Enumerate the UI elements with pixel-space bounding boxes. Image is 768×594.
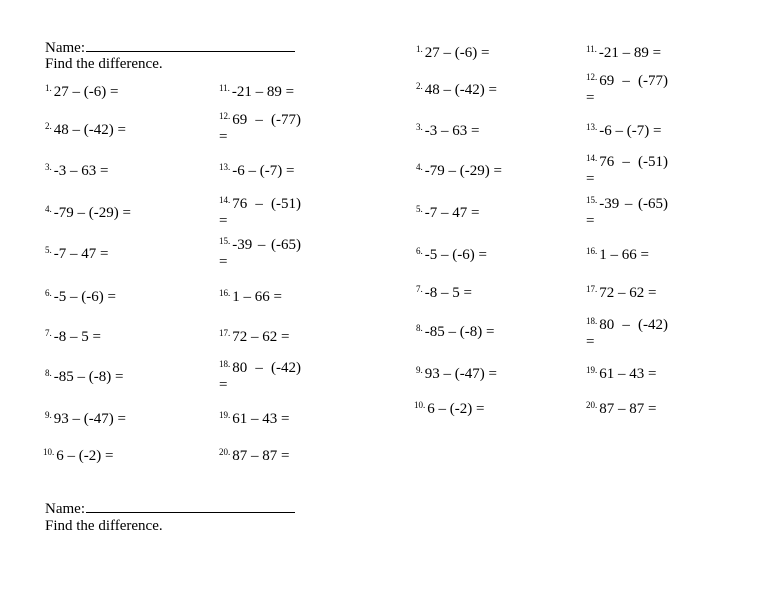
problem-item [416, 159, 576, 180]
problem-item [416, 78, 576, 99]
problem-item [45, 325, 205, 346]
problem-expression: 6 – (-2) = [56, 448, 114, 464]
name-field [45, 37, 295, 57]
problem-item [45, 159, 205, 180]
problem-expression: 80 – (-42) = [586, 317, 668, 350]
name-label: Name: [45, 40, 85, 56]
problem-item [43, 444, 203, 465]
problem-expression: 61 – 43 = [232, 411, 290, 427]
problem-number: 17. [586, 284, 598, 294]
name-blank-line [86, 37, 295, 52]
problem-item [416, 201, 576, 222]
instruction-text: Find the difference. [45, 56, 163, 72]
problem-number: 20. [219, 447, 231, 457]
problem-expression: 69 – (-77) = [219, 112, 301, 145]
problem-item [586, 69, 668, 107]
problem-number: 18. [219, 359, 231, 369]
problem-number: 11. [586, 44, 597, 54]
name-field-2 [45, 498, 295, 518]
problem-item [219, 159, 301, 180]
problem-expression: 6 – (-2) = [427, 401, 485, 417]
problem-item [586, 281, 668, 302]
problem-expression: -5 – (-6) = [424, 247, 487, 263]
problem-item [219, 444, 301, 465]
problem-number: 16. [219, 288, 231, 298]
problem-expression: -3 – 63 = [424, 123, 480, 139]
problem-number: 17. [219, 328, 231, 338]
problem-number: 19. [586, 365, 598, 375]
problem-expression: 76 – (-51) = [586, 154, 668, 187]
problem-number: 6. [45, 288, 52, 298]
problem-expression: 27 – (-6) = [53, 84, 119, 100]
problem-expression: -7 – 47 = [53, 246, 109, 262]
problem-expression: -6 – (-7) = [232, 163, 295, 179]
problem-item [45, 365, 205, 386]
problem-number: 2. [416, 81, 423, 91]
problem-number: 3. [416, 122, 423, 132]
problem-expression: 1 – 66 = [232, 289, 282, 305]
problem-expression: -8 – 5 = [424, 285, 472, 301]
problem-number: 14. [586, 153, 598, 163]
problem-number: 18. [586, 316, 598, 326]
problem-number: 11. [219, 83, 230, 93]
problem-item [416, 320, 576, 341]
problem-item [219, 233, 301, 271]
problem-expression: -39 – (-65) = [219, 237, 301, 270]
problem-item [219, 356, 301, 394]
problem-number: 14. [219, 195, 231, 205]
problem-expression: 72 – 62 = [599, 285, 657, 301]
problem-number: 13. [219, 162, 231, 172]
problem-expression: -7 – 47 = [424, 205, 480, 221]
problem-number: 1. [416, 44, 423, 54]
problem-expression: -8 – 5 = [53, 329, 101, 345]
problem-expression: 1 – 66 = [599, 247, 649, 263]
problem-expression: 61 – 43 = [599, 366, 657, 382]
problem-expression: -21 – 89 = [598, 45, 662, 61]
problem-number: 15. [219, 236, 231, 246]
problem-item [45, 242, 205, 263]
problem-expression: -3 – 63 = [53, 163, 109, 179]
problem-expression: -6 – (-7) = [599, 123, 662, 139]
problem-number: 12. [219, 111, 231, 121]
problem-number: 9. [45, 410, 52, 420]
problem-item [416, 281, 576, 302]
problem-expression: 87 – 87 = [599, 401, 657, 417]
problem-number: 19. [219, 410, 231, 420]
instruction-text-2: Find the difference. [45, 518, 163, 534]
problem-expression: 93 – (-47) = [53, 411, 126, 427]
problem-number: 8. [45, 368, 52, 378]
problem-expression: 48 – (-42) = [53, 122, 126, 138]
problem-expression: -21 – 89 = [231, 84, 295, 100]
problem-expression: 87 – 87 = [232, 448, 290, 464]
problem-item [219, 80, 301, 101]
problem-item [45, 201, 205, 222]
problem-expression: 48 – (-42) = [424, 82, 497, 98]
problem-number: 10. [43, 447, 55, 457]
problem-item [586, 119, 668, 140]
problem-number: 3. [45, 162, 52, 172]
problem-item [586, 243, 668, 264]
problem-number: 4. [45, 204, 52, 214]
problem-number: 6. [416, 246, 423, 256]
problem-item [416, 362, 576, 383]
problem-expression: -39 – (-65) = [586, 196, 668, 229]
problem-number: 7. [45, 328, 52, 338]
problem-expression: 72 – 62 = [232, 329, 290, 345]
name-blank-line [86, 498, 295, 513]
problem-item [416, 41, 576, 62]
problem-number: 15. [586, 195, 598, 205]
problem-number: 2. [45, 121, 52, 131]
problem-item [45, 80, 205, 101]
problem-number: 8. [416, 323, 423, 333]
problem-expression: 80 – (-42) = [219, 360, 301, 393]
problem-expression: 27 – (-6) = [424, 45, 490, 61]
problem-item [219, 325, 301, 346]
problem-item [45, 285, 205, 306]
problem-number: 1. [45, 83, 52, 93]
problem-item [414, 397, 574, 418]
problem-item [586, 397, 668, 418]
problem-expression: 76 – (-51) = [219, 196, 301, 229]
problem-number: 12. [586, 72, 598, 82]
problem-expression: -85 – (-8) = [53, 369, 124, 385]
problem-item [416, 243, 576, 264]
problem-item [219, 407, 301, 428]
problem-item [45, 118, 205, 139]
name-label: Name: [45, 501, 85, 517]
problem-expression: 69 – (-77) = [586, 73, 668, 106]
problem-expression: -85 – (-8) = [424, 324, 495, 340]
problem-number: 13. [586, 122, 598, 132]
problem-item [586, 362, 668, 383]
problem-item [586, 192, 668, 230]
problem-item [586, 313, 668, 351]
problem-number: 5. [45, 245, 52, 255]
problem-expression: -5 – (-6) = [53, 289, 116, 305]
problem-item [219, 192, 301, 230]
problem-item [586, 41, 668, 62]
problem-number: 20. [586, 400, 598, 410]
problem-item [586, 150, 668, 188]
problem-expression: 93 – (-47) = [424, 366, 497, 382]
problem-number: 7. [416, 284, 423, 294]
problem-item [416, 119, 576, 140]
problem-item [219, 108, 301, 146]
problem-number: 5. [416, 204, 423, 214]
problem-item [219, 285, 301, 306]
problem-number: 4. [416, 162, 423, 172]
problem-number: 9. [416, 365, 423, 375]
problem-item [45, 407, 205, 428]
problem-expression: -79 – (-29) = [424, 163, 502, 179]
problem-number: 16. [586, 246, 598, 256]
problem-number: 10. [414, 400, 426, 410]
problem-expression: -79 – (-29) = [53, 205, 131, 221]
